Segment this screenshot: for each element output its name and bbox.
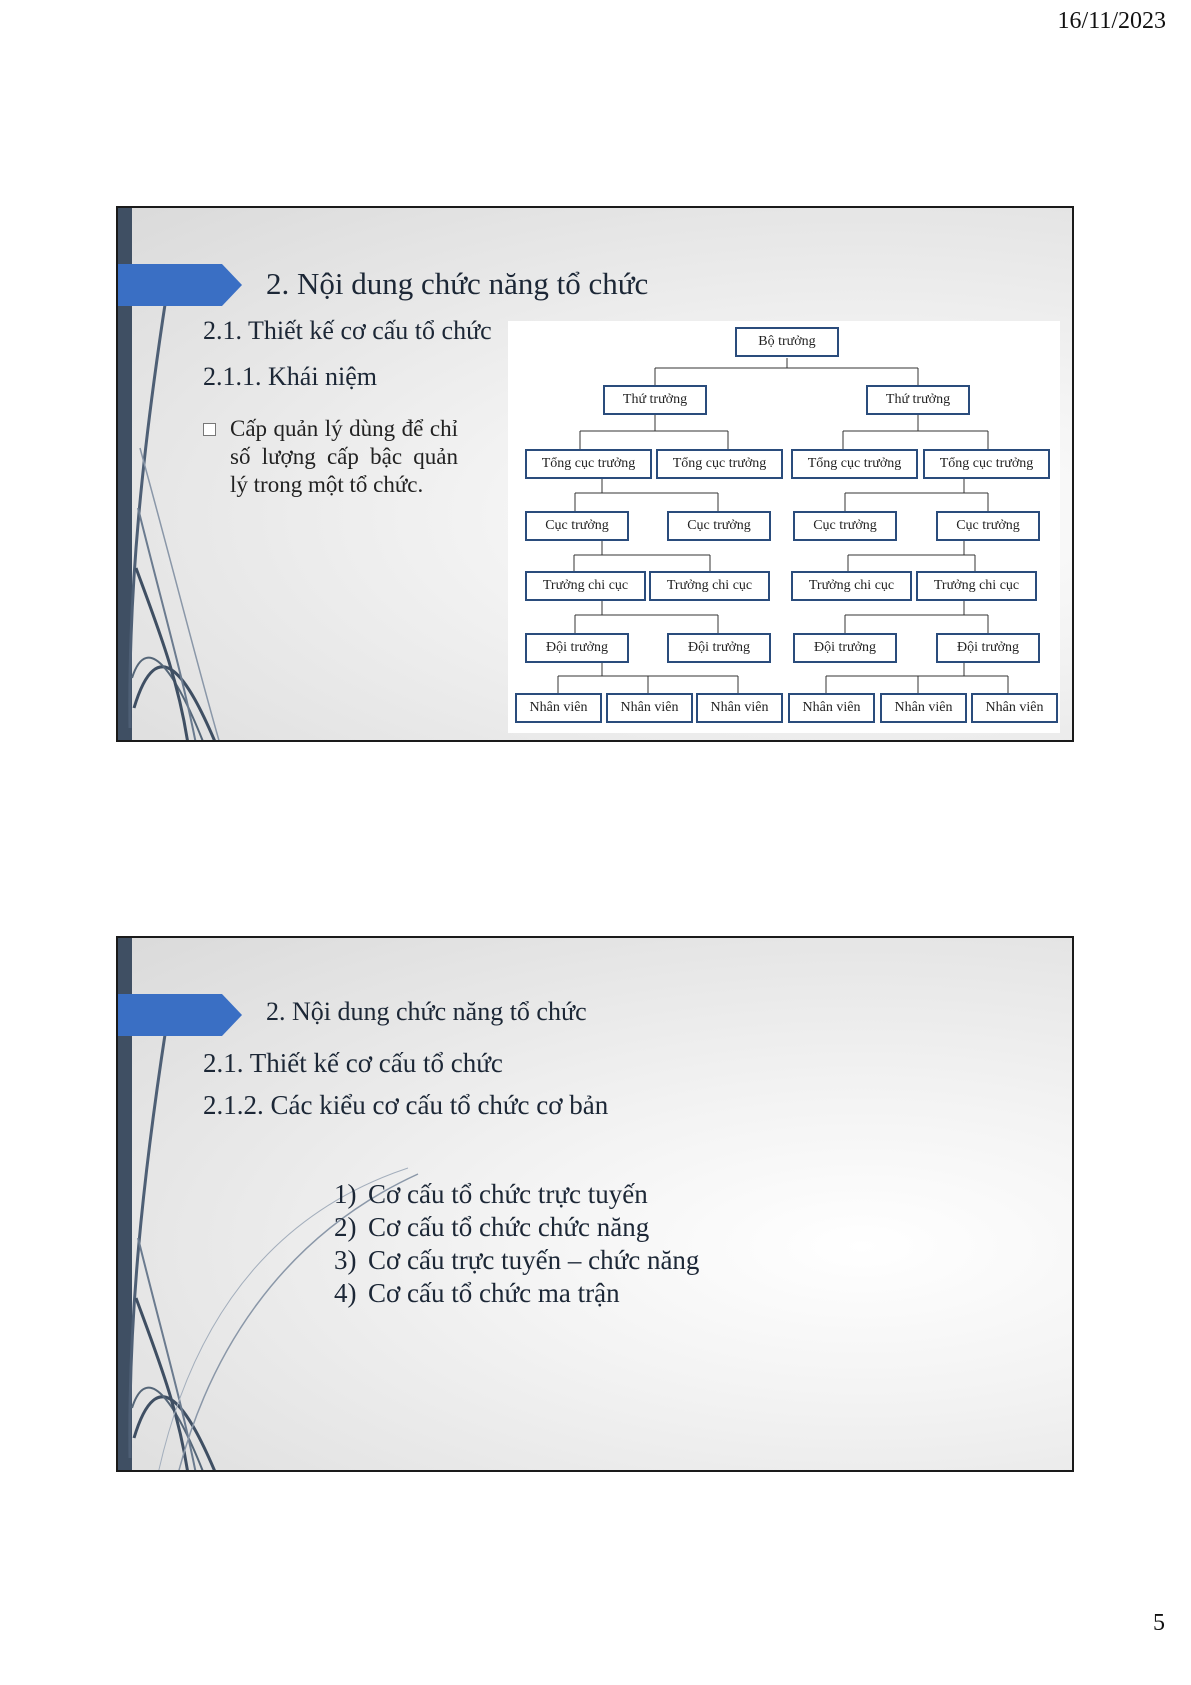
org-box-cuc-truong: Cục trưởng xyxy=(936,511,1040,541)
org-box-doi-truong: Đội trưởng xyxy=(793,633,897,663)
page-number: 5 xyxy=(1153,1610,1165,1636)
structure-types-list xyxy=(334,1178,699,1310)
bullet-box-icon xyxy=(203,423,216,436)
org-box-nhan-vien: Nhân viên xyxy=(880,693,967,723)
org-box-nhan-vien: Nhân viên xyxy=(971,693,1058,723)
org-box-doi-truong: Đội trưởng xyxy=(525,633,629,663)
org-box-tong-cuc-truong: Tổng cục trưởng xyxy=(656,449,783,479)
org-box-cuc-truong: Cục trưởng xyxy=(793,511,897,541)
org-box-truong-chi-cuc: Trưởng chi cục xyxy=(649,571,770,601)
slide-title: 2. Nội dung chức năng tổ chức xyxy=(266,997,587,1026)
org-box-tong-cuc-truong: Tổng cục trưởng xyxy=(923,449,1050,479)
org-box-doi-truong: Đội trưởng xyxy=(936,633,1040,663)
org-box-cuc-truong: Cục trưởng xyxy=(525,511,629,541)
org-box-thu-truong: Thứ trưởng xyxy=(866,385,970,415)
bullet-point xyxy=(203,415,458,499)
org-box-truong-chi-cuc: Trưởng chi cục xyxy=(525,571,646,601)
org-chart xyxy=(508,321,1060,733)
title-arrow-tag xyxy=(118,264,242,306)
page-date: 16/11/2023 xyxy=(1057,8,1166,34)
org-box-nhan-vien: Nhân viên xyxy=(606,693,693,723)
bullet-text: Cấp quản lý dùng để chỉ số lượng cấp bậc quản lý trong một tổ chức. xyxy=(230,416,458,497)
org-box-truong-chi-cuc: Trưởng chi cục xyxy=(791,571,912,601)
title-arrow-tag xyxy=(118,994,242,1036)
list-item: 2) Cơ cấu tổ chức chức năng xyxy=(334,1212,650,1242)
org-box-doi-truong: Đội trưởng xyxy=(667,633,771,663)
org-box-truong-chi-cuc: Trưởng chi cục xyxy=(916,571,1037,601)
org-box-nhan-vien: Nhân viên xyxy=(788,693,875,723)
section-heading: 2.1. Thiết kế cơ cấu tổ chức xyxy=(203,1048,503,1078)
subsection-heading: 2.1.2. Các kiểu cơ cấu tổ chức cơ bản xyxy=(203,1090,609,1120)
org-box-thu-truong: Thứ trưởng xyxy=(603,385,707,415)
org-box-tong-cuc-truong: Tổng cục trưởng xyxy=(791,449,918,479)
org-box-nhan-vien: Nhân viên xyxy=(696,693,783,723)
org-box-nhan-vien: Nhân viên xyxy=(515,693,602,723)
slide-2 xyxy=(116,936,1074,1472)
org-box-tong-cuc-truong: Tổng cục trưởng xyxy=(525,449,652,479)
subsection-heading: 2.1.1. Khái niệm xyxy=(203,362,378,391)
section-heading: 2.1. Thiết kế cơ cấu tổ chức xyxy=(203,316,492,345)
slide-1 xyxy=(116,206,1074,742)
slide-title: 2. Nội dung chức năng tổ chức xyxy=(266,266,649,301)
list-item: 1) Cơ cấu tổ chức trực tuyến xyxy=(334,1179,648,1209)
org-box-bo-truong: Bộ trưởng xyxy=(735,327,839,357)
org-box-cuc-truong: Cục trưởng xyxy=(667,511,771,541)
list-item: 3) Cơ cấu trực tuyến – chức năng xyxy=(334,1245,700,1275)
list-item: 4) Cơ cấu tổ chức ma trận xyxy=(334,1278,620,1308)
